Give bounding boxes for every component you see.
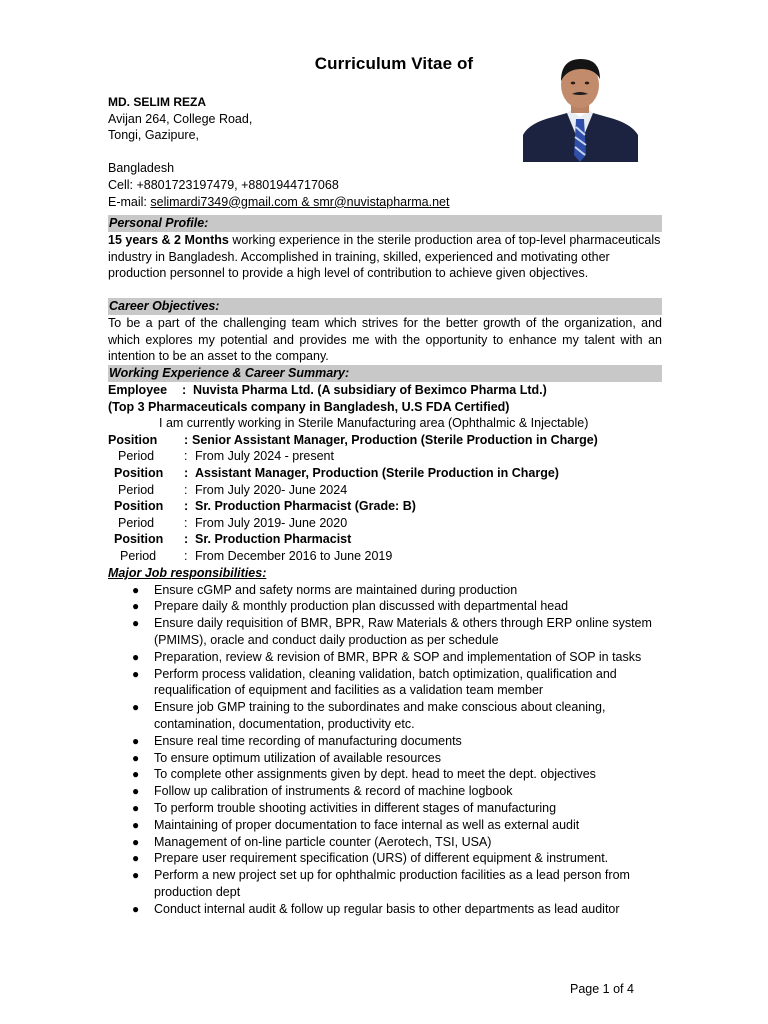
period-label: Period: [120, 548, 157, 563]
email-label: E-mail:: [108, 194, 151, 209]
role-1-position-row: Position : Senior Assistant Manager, Production (Sterile Production in Charge): [108, 432, 598, 447]
list-item: [108, 750, 662, 767]
email-row: [108, 194, 449, 211]
personal-profile-section: [108, 215, 662, 282]
bullet-icon: ●: [132, 649, 140, 664]
responsibility-text: Follow up calibration of instruments & record of machine logbook: [154, 784, 513, 799]
list-item: [108, 666, 662, 700]
list-item: [108, 582, 662, 599]
company-note: (Top 3 Pharmaceuticals company in Bangladesh, U.S FDA Certified): [108, 399, 510, 414]
bullet-icon: ●: [132, 868, 140, 883]
personal-profile-text: [108, 232, 662, 282]
period-label: Period: [118, 515, 155, 530]
responsibility-text: To perform trouble shooting activities in different stages of manufacturing: [154, 800, 557, 815]
responsibility-text: Prepare daily & monthly production plan discussed with departmental head: [154, 599, 569, 614]
role-2-period-row: Period : From July 2020- June 2024: [108, 482, 662, 499]
list-item: [108, 649, 662, 666]
bullet-icon: ●: [132, 851, 140, 866]
list-item: [108, 615, 662, 649]
list-item: [108, 598, 662, 615]
responsibility-text: To ensure optimum utilization of available resources: [154, 750, 441, 765]
responsibility-text: Ensure cGMP and safety norms are maintained during production: [154, 582, 518, 597]
role-3-period-row: Period : From July 2019- June 2020: [108, 515, 662, 532]
bullet-icon: ●: [132, 800, 140, 815]
profile-photo-illustration: [523, 55, 638, 162]
role-1-period: From July 2024 - present: [195, 449, 334, 464]
bullet-icon: ●: [132, 700, 140, 715]
responsibility-text: Management of on-line particle counter (Aerotech, TSI, USA): [154, 834, 492, 849]
period-label: Period: [118, 482, 155, 497]
role-3-position: Sr. Production Pharmacist (Grade: B): [195, 499, 416, 514]
role-2-position-row: Position : Assistant Manager, Production (Sterile Production in Charge): [108, 465, 662, 482]
address-line-2: Tongi, Gazipure,: [108, 128, 200, 143]
profile-photo: [523, 55, 638, 162]
list-item: [108, 901, 662, 918]
contact-block: [108, 94, 449, 210]
bullet-icon: ●: [132, 817, 140, 832]
list-item: [108, 699, 662, 733]
role-2-position: Assistant Manager, Production (Sterile Production in Charge): [195, 465, 559, 480]
bullet-icon: ●: [132, 616, 140, 631]
bullet-icon: ●: [132, 599, 140, 614]
employee-value: Nuvista Pharma Ltd. (A subsidiary of Beximco Pharma Ltd.): [193, 383, 547, 397]
position-label: Position: [114, 532, 164, 547]
bullet-icon: ●: [132, 784, 140, 799]
career-objectives-text: To be a part of the challenging team which strives for the better growth of the organization, and which explores my potential and provides me with the opportunity to enhance my talent with an intention to be an asset to the company.: [108, 316, 662, 364]
role-4-period: From December 2016 to June 2019: [195, 548, 393, 563]
career-objectives-section: [108, 298, 662, 365]
responsibility-text: Ensure real time recording of manufacturing documents: [154, 733, 462, 748]
role-4-position: Sr. Production Pharmacist: [195, 532, 352, 547]
list-item: [108, 766, 662, 783]
role-1-period-row: Period : From July 2024 - present: [108, 448, 662, 465]
list-item: [108, 800, 662, 817]
role-3-position-row: Position : Sr. Production Pharmacist (Grade: B): [108, 498, 662, 515]
bullet-icon: ●: [132, 767, 140, 782]
responsibility-text: To complete other assignments given by dept. head to meet the dept. objectives: [154, 767, 596, 782]
responsibility-text: Perform process validation, cleaning validation, batch optimization, qualification and requalification of equipment and facilities as a validation team member: [154, 666, 617, 698]
employee-label: Employee: [108, 383, 168, 397]
experience-section: [108, 365, 662, 565]
bullet-icon: ●: [132, 834, 140, 849]
role-4-position-row: Position : Sr. Production Pharmacist: [108, 531, 662, 548]
career-objectives-header: Career Objectives:: [108, 298, 662, 315]
position-label: Position: [108, 432, 158, 447]
responsibilities-list: [108, 582, 662, 918]
bullet-icon: ●: [132, 750, 140, 765]
responsibility-text: Prepare user requirement specification (URS) of different equipment & instrument.: [154, 851, 609, 866]
country: Bangladesh: [108, 161, 175, 176]
responsibility-text: Ensure daily requisition of BMR, BPR, Raw Materials & others through ERP online system (PMIMS), oracle and conduct daily production as per schedule: [154, 616, 652, 647]
list-item: [108, 733, 662, 750]
list-item: [108, 834, 662, 851]
position-label: Position: [114, 465, 164, 480]
personal-profile-header: Personal Profile:: [108, 215, 662, 232]
cell-numbers: Cell: +8801723197479, +8801944717068: [108, 177, 339, 192]
responsibilities-header: Major Job responsibilities:: [108, 566, 267, 580]
role-4-period-row: Period : From December 2016 to June 2019: [108, 548, 662, 565]
candidate-name: MD. SELIM REZA: [108, 95, 206, 109]
email-link[interactable]: selimardi7349@gmail.com & smr@nuvistapharma.net: [150, 194, 450, 209]
bullet-icon: ●: [132, 733, 140, 748]
experience-header: Working Experience & Career Summary:: [108, 365, 662, 382]
role-1-position: Senior Assistant Manager, Production (Sterile Production in Charge): [192, 432, 598, 447]
employee-row: Employee : Nuvista Pharma Ltd. (A subsidiary of Beximco Pharma Ltd.): [108, 383, 547, 397]
bullet-icon: ●: [132, 666, 140, 681]
list-item: [108, 850, 662, 867]
bullet-icon: ●: [132, 582, 140, 597]
period-label: Period: [118, 449, 155, 464]
responsibility-text: Maintaining of proper documentation to face internal as well as external audit: [154, 817, 580, 832]
experience-duration: 15 years & 2 Months: [108, 233, 229, 247]
list-item: [108, 783, 662, 800]
responsibility-text: Preparation, review & revision of BMR, BPR & SOP and implementation of SOP in tasks: [154, 649, 642, 664]
role-3-period: From July 2019- June 2020: [195, 515, 348, 530]
list-item: [108, 817, 662, 834]
list-item: [108, 867, 662, 901]
position-label: Position: [114, 499, 164, 514]
responsibility-text: Ensure job GMP training to the subordinates and make conscious about cleaning, contamination, documentation, productivity etc.: [154, 700, 606, 731]
bullet-icon: ●: [132, 901, 140, 916]
document-title: Curriculum Vitae of: [314, 54, 474, 73]
responsibility-text: Conduct internal audit & follow up regular basis to other departments as lead auditor: [154, 901, 620, 916]
page-number: Page 1 of 4: [570, 982, 634, 996]
current-work-note: I am currently working in Sterile Manufacturing area (Ophthalmic & Injectable): [159, 416, 589, 431]
address-line-1: Avijan 264, College Road,: [108, 111, 253, 126]
role-2-period: From July 2020- June 2024: [195, 482, 348, 497]
responsibility-text: Perform a new project set up for ophthalmic production facilities as a lead person from production dept: [154, 868, 630, 899]
responsibilities-section: [108, 565, 662, 918]
personal-profile-body: working experience in the sterile production area of top-level pharmaceuticals industry in Bangladesh. Accomplished in training, skilled, experienced and motivating other production personnel to provide a high level of contribution to achieve given objectives.: [108, 233, 661, 281]
